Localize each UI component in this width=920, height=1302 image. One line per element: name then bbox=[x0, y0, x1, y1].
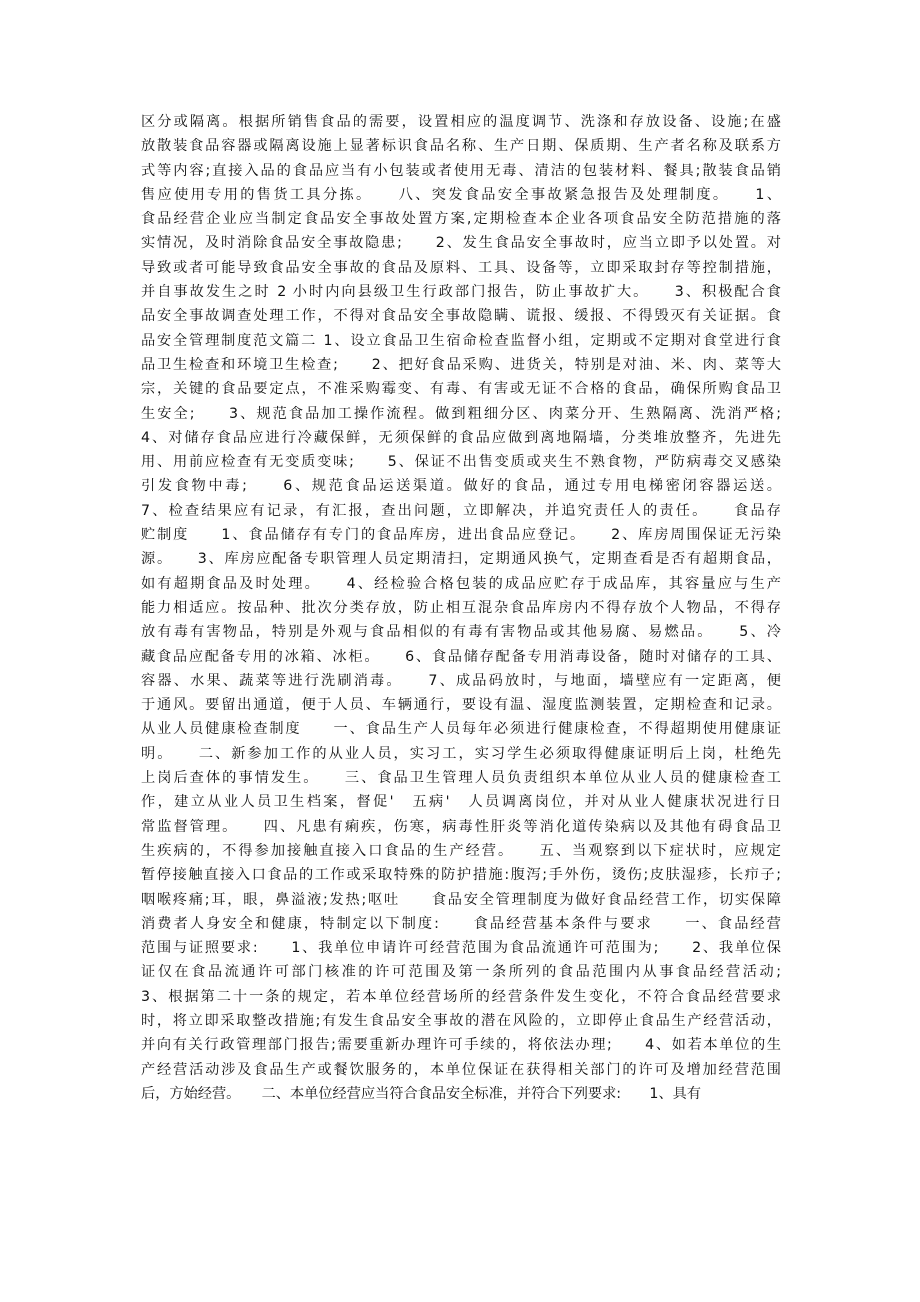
text-line: 于通风。要留出通道，便于人员、车辆通行，要设有温、湿度监测装置，定期检查和记录。 bbox=[141, 697, 781, 714]
text-line: 如有超期食品及时处理。 4、经检验合格包装的成品应贮存于成品库，其容量应与生产 bbox=[141, 575, 781, 592]
text-line: 明。 二、新参加工作的从业人员，实习工，实习学生必须取得健康证明后上岗，杜绝先 bbox=[141, 745, 781, 762]
text-line: 上岗后查体的事情发生。 三、食品卫生管理人员负责组织本单位从业人员的健康检查工 bbox=[141, 770, 781, 787]
text-line: 放有毒有害物品，特别是外观与食品相似的有毒有害物品或其他易腐、易燃品。 5、冷 bbox=[141, 624, 781, 641]
text-line: 并向有关行政管理部门报告;需要重新办理许可手续的，将依法办理; 4、如若本单位的生 bbox=[141, 1037, 781, 1054]
text-line: 7、检查结果应有记录，有汇报，查出问题，立即解决，并追究责任人的责任。 食品存 bbox=[141, 502, 781, 519]
text-line: 3、根据第二十一条的规定，若本单位经营场所的经营条件发生变化，不符合食品经营要求 bbox=[141, 988, 781, 1005]
text-line: 能力相适应。按品种、批次分类存放，防止相互混杂食品库房内不得存放个人物品，不得存 bbox=[141, 599, 781, 616]
text-line: 产经营活动涉及食品生产或餐饮服务的，本单位保证在获得相关部门的许可及增加经营范围 bbox=[141, 1061, 781, 1078]
text-line: 生安全; 3、规范食品加工操作流程。做到粗细分区、肉菜分开、生熟隔离、洗消严格; bbox=[141, 405, 781, 422]
text-line: 实情况，及时消除食品安全事故隐患; 2、发生食品安全事故时，应当立即予以处置。对 bbox=[141, 235, 781, 252]
text-line: 食品经营企业应当制定食品安全事故处置方案,定期检查本企业各项食品安全防范措施的落 bbox=[141, 211, 781, 228]
text-line: 后，方始经营。 二、本单位经营应当符合食品安全标准，并符合下列要求: 1、具有 bbox=[141, 1085, 702, 1102]
text-line: 容器、水果、蔬菜等进行洗刷消毒。 7、成品码放时，与地面，墙壁应有一定距离，便 bbox=[141, 672, 781, 689]
text-line: 从业人员健康检查制度 一、食品生产人员每年必须进行健康检查，不得超期使用健康证 bbox=[141, 721, 781, 738]
text-line: 贮制度 1、食品储存有专门的食品库房，进出食品应登记。 2、库房周围保证无污染 bbox=[141, 527, 781, 544]
text-line: 导致或者可能导致食品安全事故的食品及原料、工具、设备等，立即采取封存等控制措施， bbox=[141, 259, 781, 276]
text-line: 并自事故发生之时 2 小时内向县级卫生行政部门报告，防止事故扩大。 3、积极配合食 bbox=[141, 284, 781, 301]
text-line: 时，将立即采取整改措施;有发生食品安全事故的潜在风险的，立即停止食品生产经营活动， bbox=[141, 1012, 781, 1029]
text-line: 品卫生检查和环境卫生检查; 2、把好食品采购、进货关，特别是对油、米、肉、菜等大 bbox=[141, 356, 781, 373]
text-line: 藏食品应配备专用的冰箱、冰柜。 6、食品储存配备专用消毒设备，随时对储存的工具、 bbox=[141, 648, 781, 665]
text-line: 消费者人身安全和健康，特制定以下制度: 食品经营基本条件与要求 一、食品经营 bbox=[141, 915, 781, 932]
text-line: 售应使用专用的售货工具分拣。 八、突发食品安全事故紧急报告及处理制度。 1、 bbox=[141, 186, 781, 203]
text-line: 品安全管理制度范文篇二 1、设立食品卫生宿命检查监督小组，定期或不定期对食堂进行食 bbox=[141, 332, 781, 349]
text-line: 范围与证照要求: 1、我单位申请许可经营范围为食品流通许可范围为; 2、我单位保 bbox=[141, 940, 781, 957]
text-line: 4、对储存食品应进行冷藏保鲜，无须保鲜的食品应做到离地隔墙，分类堆放整齐，先进先 bbox=[141, 429, 781, 446]
text-line: 常监督管理。 四、凡患有痢疾，伤寒，病毒性肝炎等消化道传染病以及其他有碍食品卫 bbox=[141, 818, 781, 835]
text-line: 品安全事故调查处理工作，不得对食品安全事故隐瞒、谎报、缓报、不得毁灭有关证据。食 bbox=[141, 308, 781, 325]
text-line: 用、用前应检查有无变质变味; 5、保证不出售变质或夹生不熟食物，严防病毒交叉感染 bbox=[141, 454, 781, 471]
text-line: 生疾病的，不得参加接触直接入口食品的生产经营。 五、当观察到以下症状时，应规定 bbox=[141, 842, 781, 859]
text-line: 式等内容;直接入品的食品应当有小包装或者使用无毒、清洁的包装材料、餐具;散装食品销 bbox=[141, 162, 781, 179]
text-line: 宗，关键的食品要定点，不准采购霉变、有毒、有害或无证不合格的食品，确保所购食品卫 bbox=[141, 381, 781, 398]
text-line: 源。 3、库房应配备专职管理人员定期清扫，定期通风换气，定期查看是否有超期食品， bbox=[141, 551, 781, 568]
text-line: 放散装食品容器或隔离设施上显著标识食品名称、生产日期、保质期、生产者名称及联系方 bbox=[141, 138, 781, 155]
text-line: 作，建立从业人员卫生档案，督促' 五病' 人员调离岗位，并对从业人健康状况进行日 bbox=[141, 794, 781, 811]
text-line: 暂停接触直接入口食品的工作或采取特殊的防护措施:腹泻;手外伤，烫伤;皮肤湿疹，长疖子; bbox=[141, 867, 781, 884]
document-body bbox=[141, 110, 781, 1106]
text-line: 引发食物中毒; 6、规范食品运送渠道。做好的食品，通过专用电梯密闭容器运送。 bbox=[141, 478, 781, 495]
text-line: 咽喉疼痛;耳，眼，鼻溢液;发热;呕吐 食品安全管理制度为做好食品经营工作，切实保障 bbox=[141, 891, 781, 908]
text-line: 证仅在食品流通许可部门核准的许可范围及第一条所列的食品范围内从事食品经营活动; bbox=[141, 964, 781, 981]
text-line: 区分或隔离。根据所销售食品的需要，设置相应的温度调节、洗涤和存放设备、设施;在盛 bbox=[141, 114, 781, 130]
